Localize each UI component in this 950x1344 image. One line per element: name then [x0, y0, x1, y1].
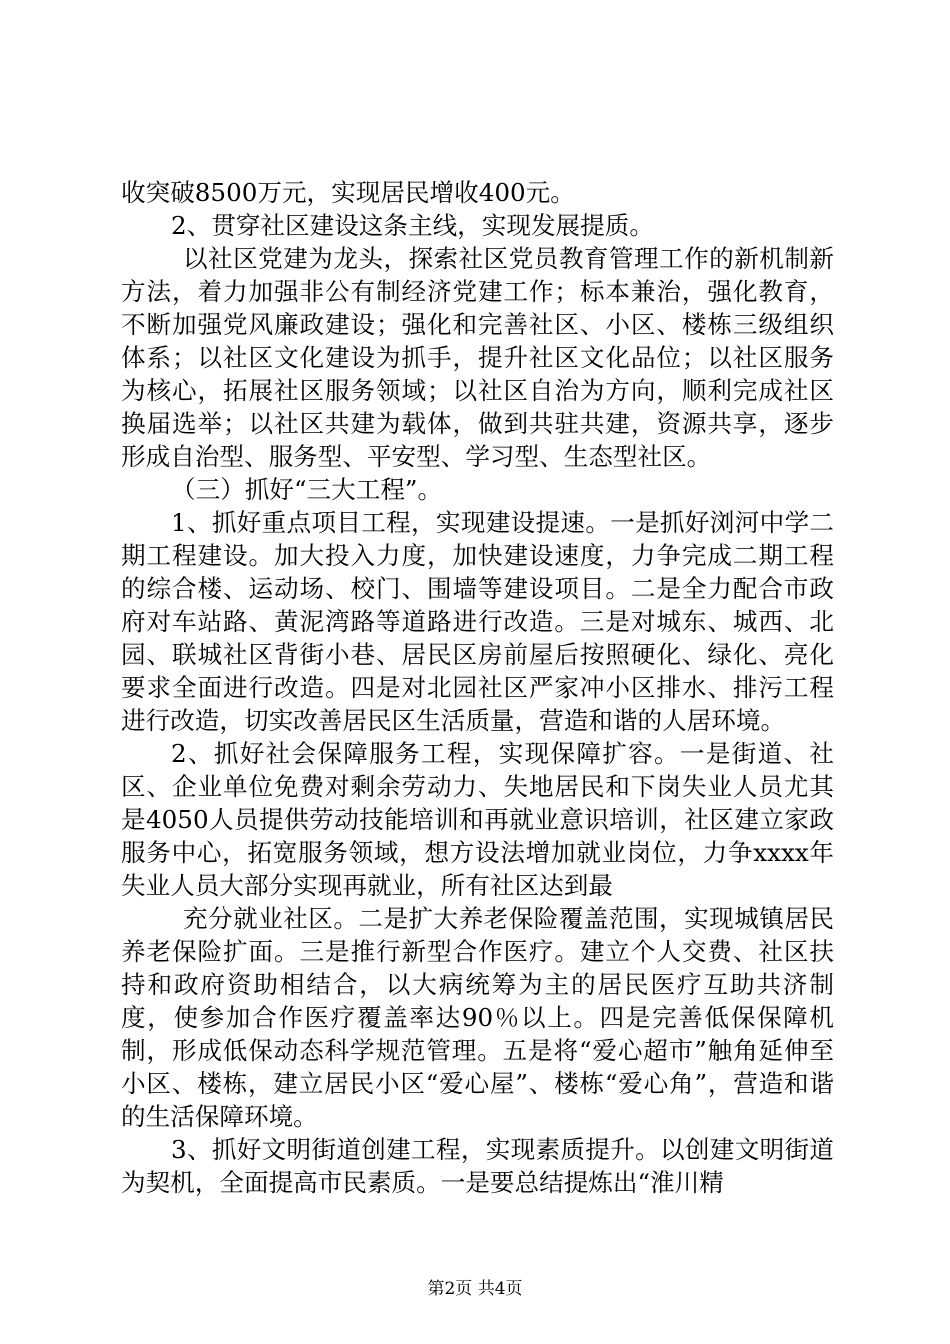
- paragraph-party-building: 以社区党建为龙头，探索社区党员教育管理工作的新机制新方法，着力加强非公有制经济党建工作；标本兼治，强化教育，不断加强党风廉政建设；强化和完善社区、小区、楼栋三级组织体系；以社区文化建设为抓手，提升社区文化品位；以社区服务为核心，拓展社区服务领域；以社区自治为方向，顺利完成社区换届选举；以社区共建为载体，做到共驻共建，资源共享，逐步形成自治型、服务型、平安型、学习型、生态型社区。: [121, 244, 834, 471]
- paragraph-social-security: 2、抓好社会保障服务工程，实现保障扩容。一是街道、社区、企业单位免费对剩余劳动力、失地居民和下岗失业人员尤其是4050人员提供劳动技能培训和再就业意识培训，社区建立家政服务中心，拓宽服务领域，想方设法增加就业岗位，力争xxxx年失业人员大部分实现再就业，所有社区达到最: [121, 739, 834, 900]
- paragraph-employment-community: 充分就业社区。二是扩大养老保险覆盖范围，实现城镇居民养老保险扩面。三是推行新型合作医疗。建立个人交费、社区扶持和政府资助相结合，以大病统筹为主的居民医疗互助共济制度，使参加合作医疗覆盖率达90％以上。四是完善低保保障机制，形成低保动态科学规范管理。五是将“爱心超市”触角延伸至小区、楼栋，建立居民小区“爱心屋”、楼栋“爱心角”，营造和谐的生活保障环境。: [121, 904, 834, 1131]
- document-body: [121, 176, 834, 1199]
- paragraph-heading-community-building: 2、贯穿社区建设这条主线，实现发展提质。: [171, 211, 654, 240]
- paragraph-key-projects: 1、抓好重点项目工程，实现建设提速。一是抓好浏河中学二期工程建设。加大投入力度，加快建设速度，力争完成二期工程的综合楼、运动场、校门、围墙等建设项目。二是全力配合市政府对车站路、黄泥湾路等道路进行改造。三是对城东、城西、北园、联城社区背街小巷、居民区房前屋后按照硬化、绿化、亮化要求全面进行改造。四是对北园社区严家冲小区排水、排污工程进行改造，切实改善居民区生活质量，营造和谐的人居环境。: [121, 508, 834, 735]
- paragraph-heading-three-projects: （三）抓好“三大工程”。: [171, 475, 443, 504]
- page-number-footer: 第2页 共4页: [427, 1279, 523, 1299]
- paragraph-income-continuation: 收突破8500万元，实现居民增收400元。: [121, 178, 575, 207]
- paragraph-civilized-street: 3、抓好文明街道创建工程，实现素质提升。以创建文明街道为契机，全面提高市民素质。一是要总结提炼出“淮川精: [121, 1135, 834, 1197]
